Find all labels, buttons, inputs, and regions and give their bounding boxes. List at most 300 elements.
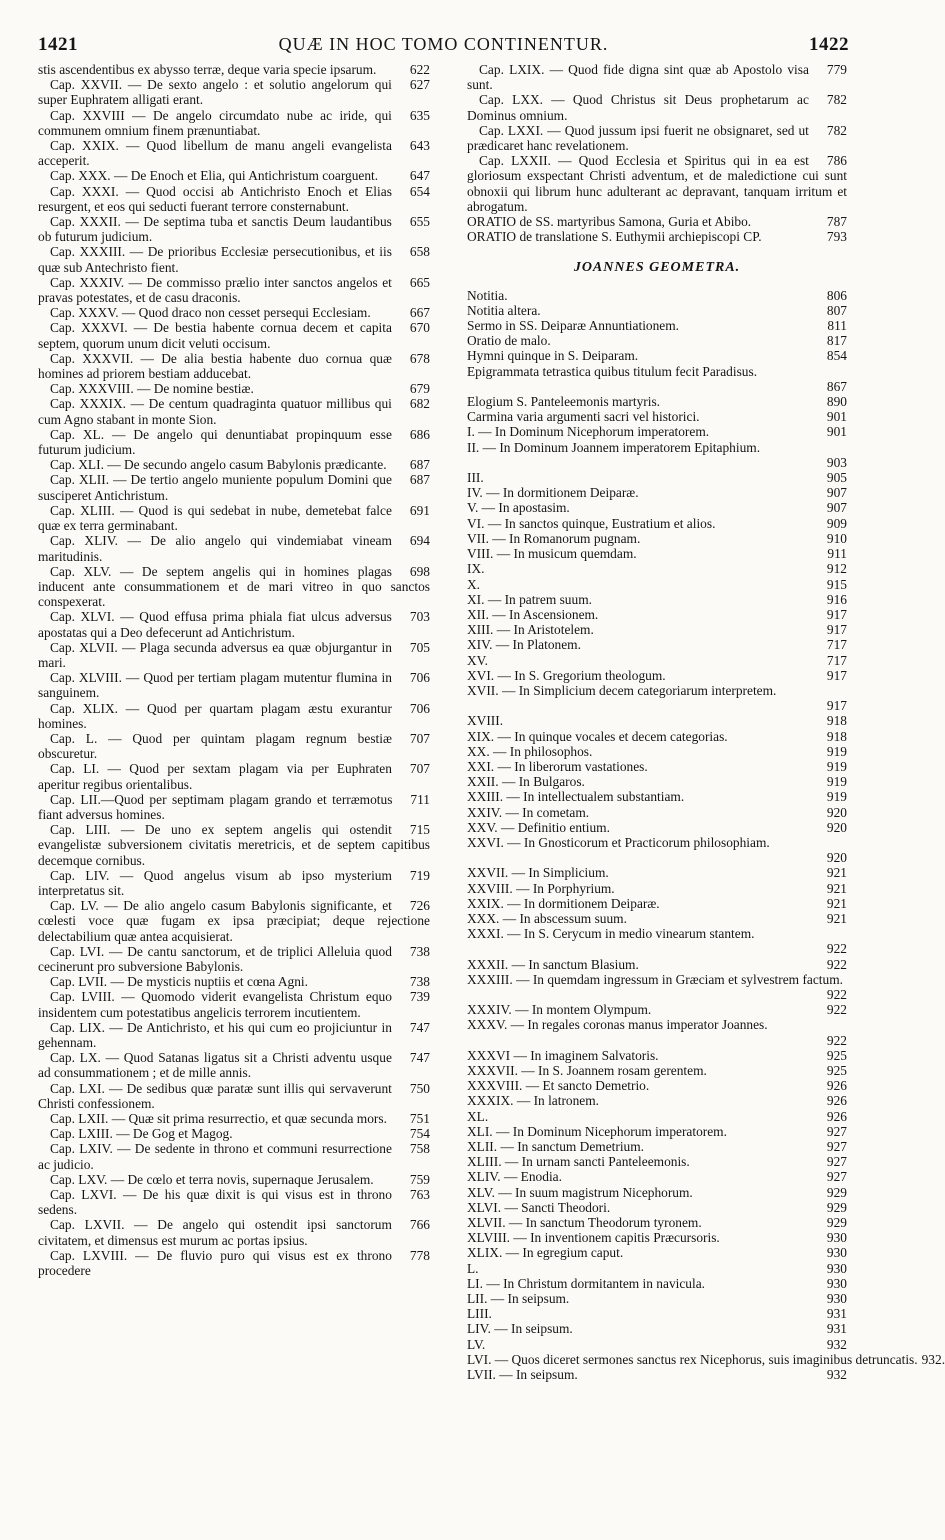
entry-text: VIII. — In musicum quemdam. [467,546,637,562]
entry-text: XVIII. [467,713,504,729]
entry-page-number: 667 [409,305,430,321]
contents-entry [38,640,430,670]
contents-entry [467,1093,847,1108]
entry-text: Elogium S. Panteleemonis martyris. [467,394,661,410]
entry-page-number: 782 [826,92,847,108]
entry-text: Cap. LIV. — Quod angelus visum ab ipso mysterium interpretatus sit. [38,867,392,898]
contents-entry [467,409,847,424]
entry-page-number: 706 [409,670,430,686]
contents-entry [467,424,847,439]
entry-page-number: 917 [826,667,847,683]
contents-entry [38,533,430,563]
entry-text: XXI. — In liberorum vastationes. [467,758,648,774]
entry-page-number: 691 [409,502,430,518]
contents-entry [467,1185,847,1200]
entry-page-number: 715 [409,822,430,838]
entry-page-number: 919 [826,774,847,790]
contents-entry [38,108,430,138]
contents-entry [467,1276,847,1291]
contents-entry [38,168,430,183]
entry-page-number: 622 [409,62,430,77]
entry-text: XXVI. — In Gnosticorum et Practicorum philosophiam. [467,834,770,850]
entry-text: XXII. — In Bulgaros. [467,774,585,790]
entry-page-number: 682 [409,396,430,412]
contents-entry [467,1245,847,1260]
entry-page-number: 711 [410,791,430,807]
entry-page-number: 627 [409,77,430,93]
entry-page-number: 930 [826,1275,847,1291]
entry-text: ORATIO de SS. martyribus Samona, Guria et Abibo. [467,214,752,230]
entry-page-number: 927 [826,1139,847,1155]
entry-text: Cap. LXXI. — Quod jussum ipsi fuerit ne obsignaret, sed ut prædicaret hanc revelationem. [467,122,809,154]
entry-text: XXIX. — In dormitionem Deiparæ. [467,895,660,911]
contents-entry [467,123,847,153]
contents-entry [467,881,847,896]
contents-entry [38,792,430,822]
contents-entry [467,683,847,713]
entry-page-number: 931 [826,1321,847,1337]
entry-text: L. [467,1260,479,1276]
entry-page-number: 922 [826,1032,847,1048]
contents-entry [38,427,430,457]
entry-page-number: 665 [409,274,430,290]
entry-text: Cap. XXXVIII. — De nomine bestiæ. [50,381,254,397]
entry-page-number: 687 [409,457,430,473]
entry-page-number: 655 [409,214,430,230]
entry-text: VI. — In sanctos quinque, Eustratium et alios. [467,515,716,531]
entry-text: Cap. LVI. — De cantu sanctorum, et de triplici Alleluia quod cecinerunt pro subversione Babylonis. [38,943,392,974]
entry-text: XLVI. — Sancti Theodori. [467,1199,611,1215]
entry-text: Cap. LXI. — De sedibus quæ paratæ sunt illis qui servaverunt Christi confessionem. [38,1080,392,1111]
contents-entry [467,1002,847,1017]
contents-entry [38,974,430,989]
entry-text: Cap. XL. — De angelo qui denuntiabat propinquum esse futurum judicium. [38,426,392,458]
contents-entry [467,500,847,515]
contents-entry [467,622,847,637]
contents-entry [38,1081,430,1111]
entry-page-number: 926 [826,1093,847,1109]
entry-text: XXXVI — In imaginem Salvatoris. [467,1047,659,1063]
entry-page-number: 919 [826,789,847,805]
contents-entry [467,318,847,333]
contents-entry [467,805,847,820]
entry-text: Cap. LII.—Quod per septimam plagam grando et terræmotus fiant adversus homines. [38,791,393,822]
entry-text: Cap. XXXII. — De septima tuba et sanctis Deum laudantibus ob futurum judicium. [38,214,392,245]
contents-entry [38,989,430,1019]
entry-page-number: 747 [409,1019,430,1035]
entry-text: Cap. LVII. — De mysticis nuptiis et cœna Agni. [50,974,308,990]
entry-page-number: 679 [409,381,430,397]
entry-page-number: 705 [409,639,430,655]
entry-page-number: 766 [409,1217,430,1233]
entry-page-number: 929 [826,1184,847,1200]
entry-text: Cap. XXX. — De Enoch et Elia, qui Antichristum coarguent. [50,168,379,184]
entry-page-number: 918 [826,713,847,729]
contents-entry [38,1141,430,1171]
contents-entry [467,440,847,470]
entry-text: Cap. XLI. — De secundo angelo casum Babylonis prædicante. [50,457,387,473]
contents-entry [467,561,847,576]
contents-entry [467,92,847,122]
entry-page-number: 921 [826,880,847,896]
entry-text: Cap. XLIII. — Quod is qui sedebat in nube, demetebat falce quæ ex terra germinabant. [38,502,392,534]
entry-page-number: 706 [409,700,430,716]
entry-text: Cap. XXIX. — Quod libellum de manu angeli evangelista acceperit. [38,138,392,169]
contents-entry [467,485,847,500]
entry-text: Cap. LXV. — De cœlo et terra novis, supernaque Jerusalem. [50,1171,374,1187]
right-contents-list [467,287,945,1383]
entry-page-number: 890 [826,394,847,410]
entry-page-number: 912 [826,561,847,577]
entry-page-number: 782 [826,122,847,138]
entry-text: VII. — In Romanorum pugnam. [467,530,641,546]
contents-entry [467,1321,847,1336]
entry-page-number: 751 [409,1111,430,1127]
entry-page-number: 910 [826,530,847,546]
entry-text: XII. — In Ascensionem. [467,606,599,622]
contents-entry [467,1124,847,1139]
entry-text: XXXV. — In regales coronas manus imperator Joannes. [467,1017,768,1033]
entry-page-number: 654 [409,183,430,199]
entry-page-number: 921 [826,865,847,881]
entry-text: Cap. XXXV. — Quod draco non cesset persequi Ecclesiam. [50,305,371,321]
contents-entry [467,744,847,759]
contents-entry [467,1169,847,1184]
entry-page-number: 758 [409,1141,430,1157]
entry-page-number: 717 [826,637,847,653]
page-number-left: 1421 [38,34,78,55]
entry-page-number: 806 [826,287,847,303]
entry-page-number: 919 [826,758,847,774]
entry-page-number: 739 [409,989,430,1005]
contents-entry [467,972,847,1002]
entry-page-number: 854 [826,348,847,364]
contents-entry [38,275,430,305]
contents-entry [467,1048,847,1063]
contents-entry [467,835,847,865]
entry-text: XI. — In patrem suum. [467,591,592,607]
entry-page-number: 922 [826,1002,847,1018]
entry-page-number: 754 [409,1126,430,1142]
entry-page-number: 901 [826,409,847,425]
contents-entry [467,607,847,622]
contents-entry [38,761,430,791]
entry-text: Cap. XLVI. — Quod effusa prima phiala fiat ulcus adversus apostatas qui a Deo defecerunt ad Antichristum. [38,609,392,640]
contents-entry [38,564,430,610]
entry-text: XXXIV. — In montem Olympum. [467,1002,652,1018]
entry-text: II. — In Dominum Joannem imperatorem Epitaphium. [467,439,761,455]
entry-page-number: 658 [409,244,430,260]
entry-text: LIII. [467,1306,492,1322]
entry-page-number: 719 [409,867,430,883]
entry-text: XVI. — In S. Gregorium theologum. [467,667,666,683]
contents-entry [467,926,847,956]
contents-entry [38,670,430,700]
entry-text: Cap. LXIX. — Quod fide digna sint quæ ab Apostolo visa sunt. [467,62,809,93]
entry-page-number: 698 [409,563,430,579]
entry-page-number: 931 [826,1306,847,1322]
entry-text: XXXI. — In S. Cerycum in medio vinearum stantem. [467,926,755,942]
contents-entry [467,153,847,214]
contents-entry [467,546,847,561]
contents-entry [467,1230,847,1245]
contents-entry [38,138,430,168]
contents-entry [38,320,430,350]
entry-text: XXX. — In abscessum suum. [467,910,627,926]
entry-text: XLVII. — In sanctum Theodorum tyronem. [467,1215,702,1231]
entry-text: Cap. LXVI. — De his quæ dixit is qui visus est in throno sedens. [38,1187,392,1218]
entry-page-number: 787 [826,214,847,230]
entry-text: Cap. XXXIX. — De centum quadraginta quatuor millibus qui cum Agno stabant in monte Sion. [38,396,392,427]
entry-page-number: 635 [409,107,430,123]
entry-text: X. [467,576,481,592]
entry-page-number: 779 [826,62,847,77]
contents-entry [38,77,430,107]
contents-entry [467,713,847,728]
contents-entry [38,898,430,944]
entry-page-number: 919 [826,743,847,759]
entry-page-number: 929 [826,1215,847,1231]
contents-entry [38,944,430,974]
entry-text: XIII. — In Aristotelem. [467,622,594,638]
entry-text: XL. [467,1108,489,1124]
contents-entry [38,731,430,761]
entry-page-number: 707 [409,761,430,777]
entry-page-number: 738 [409,943,430,959]
entry-page-number: 920 [826,850,847,866]
contents-entry [38,1020,430,1050]
contents-entry [38,1248,430,1278]
entry-page-number: 929 [826,1199,847,1215]
contents-entry [467,1154,847,1169]
entry-page-number: 932. [921,1351,945,1367]
entry-page-number: 763 [409,1187,430,1203]
entry-text: Cap. LXXII. — Quod Ecclesia et Spiritus qui in ea est gloriosum exspectant Christi adventum, et de maledictione cui sunt obnoxii qui librum hunc adulterant ac depravant, tanquam irritum et abrogatum. [467,153,847,214]
entry-text: XIX. — In quinque vocales et decem categorias. [467,728,728,744]
entry-text: Cap. XXXI. — Quod occisi ab Antichristo Enoch et Elias resurgent, et eos qui seducti fuerant terrore consternabunt. [38,183,392,214]
right-top-entries [467,62,847,244]
entry-text: Cap. XLV. — De septem angelis qui in homines plagas inducent ante consummationem et de mari vitreo in quo sanctos conspexerat. [38,563,430,610]
entry-page-number: 907 [826,485,847,501]
entry-text: XLIX. — In egregium caput. [467,1245,624,1261]
entry-page-number: 793 [826,229,847,245]
contents-entry [467,229,847,244]
entry-text: XXXIX. — In latronem. [467,1093,600,1109]
entry-page-number: 930 [826,1260,847,1276]
contents-entry [38,214,430,244]
entry-page-number: 703 [409,609,430,625]
entry-text: IX. [467,561,485,577]
entry-page-number: 917 [826,622,847,638]
contents-entry [467,1139,847,1154]
entry-page-number: 918 [826,728,847,744]
entry-text: Cap. XXXIV. — De commisso prælio inter sanctos angelos et pravas potestates, et de casu draconis. [38,274,392,306]
entry-page-number: 926 [826,1108,847,1124]
entry-page-number: 678 [409,350,430,366]
entry-text: LII. — In seipsum. [467,1291,570,1307]
entry-page-number: 920 [826,819,847,835]
contents-entry [467,774,847,789]
contents-entry [38,1111,430,1126]
entry-page-number: 670 [409,320,430,336]
contents-entry [467,333,847,348]
entry-page-number: 905 [826,470,847,486]
entry-text: Cap. LV. — De alio angelo casum Babylonis significante, et cœlesti voce quæ fugam ex ipsa præcipiat; deque rejectione delectabilium quæ antea acquisierat. [38,898,430,944]
contents-entry [467,214,847,229]
contents-entry [467,1291,847,1306]
entry-text: LVI. — Quos diceret sermones sanctus rex Nicephorus, suis imaginibus detruncatis. [467,1351,918,1367]
entry-text: XXV. — Definitio entium. [467,819,610,835]
entry-page-number: 917 [826,698,847,714]
contents-entry [467,470,847,485]
contents-entry [467,288,847,303]
entry-text: Carmina varia argumenti sacri vel historici. [467,409,700,425]
entry-text: Cap. LXVII. — De angelo qui ostendit ipsi sanctorum civitatem, et dimensus est murum ac portas ipsius. [38,1217,392,1248]
entry-text: IV. — In dormitionem Deiparæ. [467,485,639,501]
entry-page-number: 930 [826,1291,847,1307]
contents-entry [38,822,430,868]
contents-entry [467,62,847,92]
entry-text: Cap. LIII. — De uno ex septem angelis qui ostendit evangelistæ subversionem civitatis meretricis, et de septem capitibus decemque cornibus. [38,822,430,868]
entry-page-number: 907 [826,500,847,516]
entry-page-number: 817 [826,333,847,349]
entry-page-number: 686 [409,426,430,442]
entry-text: XX. — In philosophos. [467,743,593,759]
entry-text: Cap. XLIX. — Quod per quartam plagam æstu exurantur homines. [38,700,392,731]
contents-entry [467,303,847,318]
contents-entry [38,609,430,639]
contents-entry [467,1351,945,1367]
entry-page-number: 901 [826,424,847,440]
contents-entry [467,820,847,835]
contents-entry [467,577,847,592]
entry-page-number: 738 [409,974,430,990]
entry-text: XXXVII. — In S. Joannem rosam gerentem. [467,1063,707,1078]
entry-text: XXXIII. — In quemdam ingressum in Græciam et sylvestrem factum. [467,971,843,987]
contents-entry [38,701,430,731]
entry-page-number: 930 [826,1230,847,1246]
entry-page-number: 867 [826,378,847,394]
contents-entry [467,1261,847,1276]
entry-text: Cap. LIX. — De Antichristo, et his qui cum eo projiciuntur in gehennam. [38,1019,392,1050]
entry-text: XV. [467,652,488,668]
entry-text: XIV. — In Platonem. [467,637,581,653]
contents-entry [38,868,430,898]
entry-text: XXIII. — In intellectualem substantiam. [467,789,685,805]
contents-entry [467,1200,847,1215]
entry-text: Cap. L. — Quod per quintam plagam regnum bestiæ obscuretur. [38,730,392,762]
entry-page-number: 694 [409,533,430,549]
entry-text: LI. — In Christum dormitantem in navicula. [467,1275,706,1291]
contents-entry [38,457,430,472]
entry-page-number: 786 [826,153,847,169]
entry-page-number: 922 [826,986,847,1002]
entry-text: XXVIII. — In Porphyrium. [467,880,615,896]
entry-text: Epigrammata tetrastica quibus titulum fecit Paradisus. [467,363,758,379]
entry-text: ORATIO de translatione S. Euthymii archiepiscopi CP. [467,229,762,245]
entry-text: I. — In Dominum Nicephorum imperatorem. [467,424,710,440]
entry-text: Cap. LVIII. — Quomodo viderit evangelista Christum equo insidentem cum potestatibus angelicis terrorem incutientem. [38,989,392,1020]
entry-text: Cap. XXXIII. — De prioribus Ecclesiæ persecutionibus, et iis quæ sub Antechristo fient. [38,244,392,275]
contents-entry [467,394,847,409]
entry-page-number: 915 [826,576,847,592]
entry-page-number: 927 [826,1169,847,1185]
contents-entry [38,351,430,381]
entry-text: XLVIII. — In inventionem capitis Præcursoris. [467,1230,720,1246]
contents-entry [467,789,847,804]
entry-page-number: 778 [409,1247,430,1263]
entry-text: Hymni quinque in S. Deiparam. [467,348,639,364]
entry-text: Cap. XLVIII. — Quod per tertiam plagam mutentur flumina in sanguinem. [38,670,392,701]
entry-text: Oratio de malo. [467,333,551,349]
entry-page-number: 811 [827,318,847,334]
entry-page-number: 921 [826,910,847,926]
entry-text: Cap. XLIV. — De alio angelo qui vindemiabat vineam maritudinis. [38,533,392,564]
contents-entry [467,592,847,607]
entry-page-number: 917 [826,606,847,622]
entry-page-number: 922 [826,941,847,957]
contents-entry [467,1215,847,1230]
contents-entry [467,516,847,531]
contents-entry [38,472,430,502]
contents-entry [38,305,430,320]
entry-page-number: 647 [409,168,430,184]
entry-text: stis ascendentibus ex abysso terræ, deque varia specie ipsarum. [38,62,377,77]
entry-text: Cap. XXVIII — De angelo circumdato nube ac iride, qui communem omnium finem prænuntiabat. [38,107,392,138]
entry-page-number: 920 [826,804,847,820]
entry-text: Cap. LXX. — Quod Christus sit Deus prophetarum ac Dominus omnium. [467,92,809,123]
entry-text: XXIV. — In cometam. [467,804,590,820]
contents-entry [467,1063,847,1078]
contents-entry [467,729,847,744]
entry-page-number: 925 [826,1063,847,1078]
entry-text: LVII. — In seipsum. [467,1367,578,1383]
contents-entry [38,184,430,214]
entry-text: XXXII. — In sanctum Blasium. [467,956,639,972]
entry-text: XVII. — In Simplicium decem categoriarum interpretem. [467,682,777,698]
contents-entry [467,364,847,394]
entry-text: Cap. LXIV. — De sedente in throno et communi resurrectione ac judicio. [38,1141,392,1172]
contents-entry [467,668,847,683]
entry-text: Notitia. [467,287,508,303]
entry-text: Cap. LI. — Quod per sextam plagam via per Euphraten aperitur regibus orientalibus. [38,761,392,792]
entry-page-number: 726 [409,898,430,914]
entry-text: Cap. LX. — Quod Satanas ligatus sit a Christi adventu usque ad consummationem ; et de mille annis. [38,1050,392,1081]
contents-entry [467,1109,847,1124]
entry-text: Cap. LXII. — Quæ sit prima resurrectio, et quæ secunda mors. [50,1111,387,1127]
entry-text: XLIII. — In urnam sancti Panteleemonis. [467,1154,690,1170]
entry-page-number: 916 [826,591,847,607]
entry-page-number: 759 [409,1171,430,1187]
contents-entry [467,1337,847,1352]
left-column [38,62,430,1278]
contents-entry [467,1078,847,1093]
entry-page-number: 922 [826,956,847,972]
entry-page-number: 930 [826,1245,847,1261]
entry-text: Cap. XXVII. — De sexto angelo : et solutio angelorum qui super Euphratem alligati erant. [38,77,392,108]
section-title: JOANNES GEOMETRA. [573,260,741,276]
entry-page-number: 927 [826,1154,847,1170]
entry-page-number: 807 [826,302,847,318]
entry-text: Cap. XLVII. — Plaga secunda adversus ea quæ objurgantur in mari. [38,639,392,670]
contents-entry [467,1306,847,1321]
entry-text: XLII. — In sanctum Demetrium. [467,1139,645,1155]
contents-entry [38,1217,430,1247]
entry-text: V. — In apostasim. [467,500,570,516]
contents-entry [467,653,847,668]
entry-text: Cap. XLII. — De tertio angelo muniente populum Domini que susciperet Antichristum. [38,472,392,503]
entry-page-number: 707 [409,730,430,746]
